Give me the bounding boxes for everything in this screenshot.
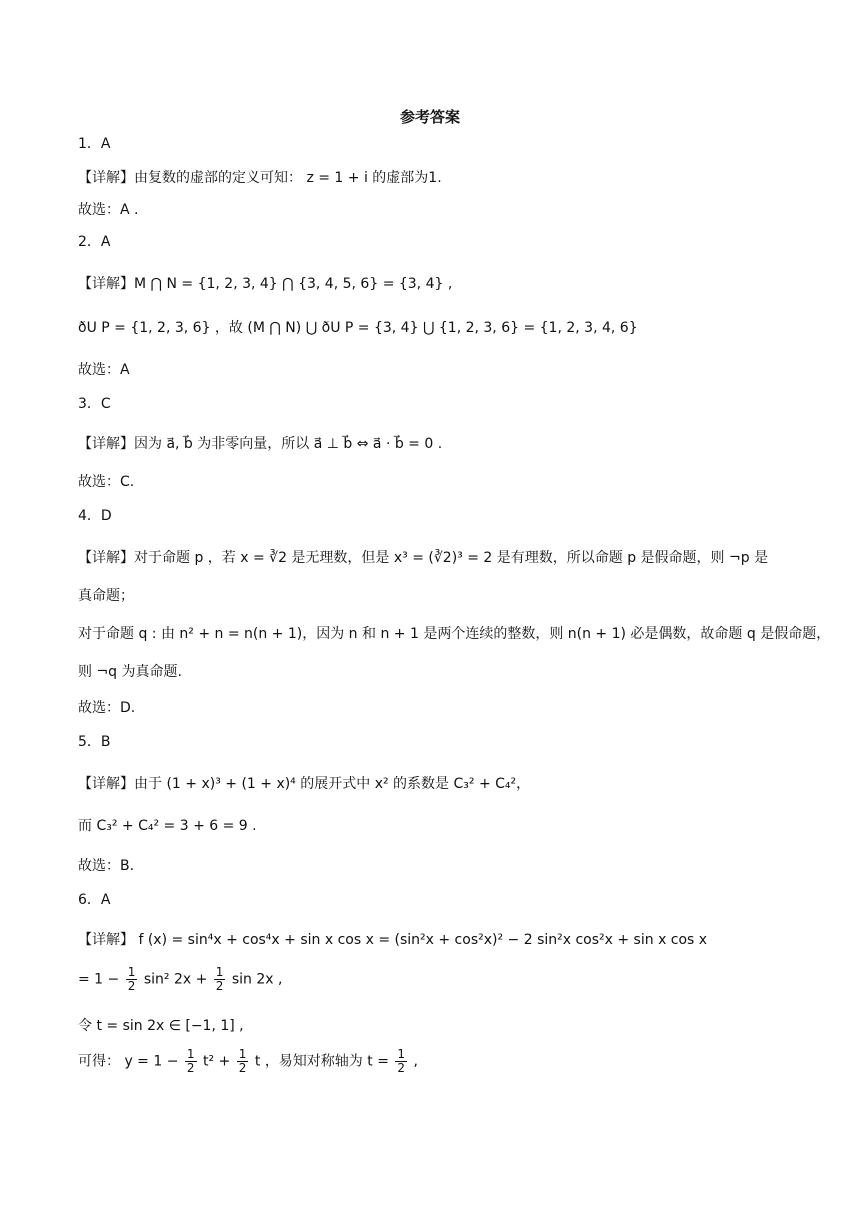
q2-detail-1: 【详解】M ⋂ N = {1, 2, 3, 4} ⋂ {3, 4, 5, 6} = {3, 4} , [78, 276, 453, 292]
fraction-denominator: 2 [215, 979, 224, 993]
q2-detail-2: ðU P = {1, 2, 3, 6} ，故 (M ⋂ N) ⋃ ðU P = {3, 4} ⋃ {1, 2, 3, 6} = {1, 2, 3, 4, 6} [78, 320, 638, 336]
q6-detail-1: 【详解】 f (x) = sin⁴x + cos⁴x + sin x cos x = (sin²x + cos²x)² − 2 sin²x cos²x + sin x cos x [78, 932, 708, 948]
q5-number: 5．B [78, 734, 111, 750]
q6-detail-4-t: t [254, 1053, 261, 1070]
q6-detail-2-middle: sin² 2x + [143, 971, 208, 988]
q4-choice: 故选：D. [78, 700, 136, 716]
q6-detail-4-prefix: 可得： y = 1 − [78, 1053, 179, 1070]
fraction-one-half [126, 966, 138, 993]
q6-detail-4 [78, 1048, 418, 1075]
fraction-numerator: 1 [397, 1047, 406, 1061]
fraction-denominator: 2 [238, 1061, 247, 1075]
q4-detail-4: 则 ¬q 为真命题. [78, 664, 182, 680]
q3-detail: 【详解】因为 a⃗, b⃗ 为非零向量，所以 a⃗ ⊥ b⃗ ⇔ a⃗ · b⃗ = 0 . [78, 436, 443, 452]
q5-detail-1: 【详解】由于 (1 + x)³ + (1 + x)⁴ 的展开式中 x² 的系数是 C₃² + C₄²， [78, 776, 531, 792]
q1-number: 1．A [78, 136, 111, 152]
fraction-one-half [214, 966, 226, 993]
page-title: 参考答案 [399, 108, 460, 126]
fraction-numerator: 1 [186, 1047, 195, 1061]
fraction-one-half [395, 1048, 407, 1075]
q2-choice: 故选：A [78, 362, 130, 378]
q6-detail-2-suffix: sin 2x , [231, 971, 283, 988]
q4-detail-2: 真命题； [78, 588, 134, 604]
fraction-numerator: 1 [127, 965, 136, 979]
fraction-numerator: 1 [238, 1047, 247, 1061]
q6-detail-2 [78, 966, 282, 993]
fraction-numerator: 1 [215, 965, 224, 979]
q2-number: 2．A [78, 234, 111, 250]
q6-detail-4-middle: t² + [203, 1053, 231, 1070]
fraction-one-half [237, 1048, 249, 1075]
fraction-one-half [185, 1048, 197, 1075]
fraction-denominator: 2 [127, 979, 136, 993]
q6-detail-4-axis: ，易知对称轴为 t = [264, 1053, 389, 1070]
q1-detail: 【详解】由复数的虚部的定义可知： z = 1 + i 的虚部为1. [78, 170, 442, 186]
q5-choice: 故选：B. [78, 858, 135, 874]
q3-number: 3．C [78, 396, 111, 412]
q4-number: 4．D [78, 508, 112, 524]
q4-detail-3: 对于命题 q : 由 n² + n = n(n + 1)，因为 n 和 n + 1 是两个连续的整数，则 n(n + 1) 必是偶数，故命题 q 是假命题， [78, 626, 831, 642]
q5-detail-2: 而 C₃² + C₄² = 3 + 6 = 9 . [78, 818, 257, 834]
fraction-denominator: 2 [186, 1061, 195, 1075]
q4-detail-1: 【详解】对于命题 p ，若 x = ∛2 是无理数，但是 x³ = (∛2)³ = 2 是有理数，所以命题 p 是假命题，则 ¬p 是 [78, 550, 769, 566]
q3-choice: 故选：C. [78, 474, 135, 490]
fraction-denominator: 2 [397, 1061, 406, 1075]
q6-detail-4-end: , [413, 1053, 418, 1070]
q6-number: 6．A [78, 892, 111, 908]
q6-detail-3: 令 t = sin 2x ∈ [−1, 1] , [78, 1018, 244, 1034]
q1-choice: 故选：A . [78, 202, 139, 218]
q6-detail-2-prefix: = 1 − [78, 971, 120, 988]
